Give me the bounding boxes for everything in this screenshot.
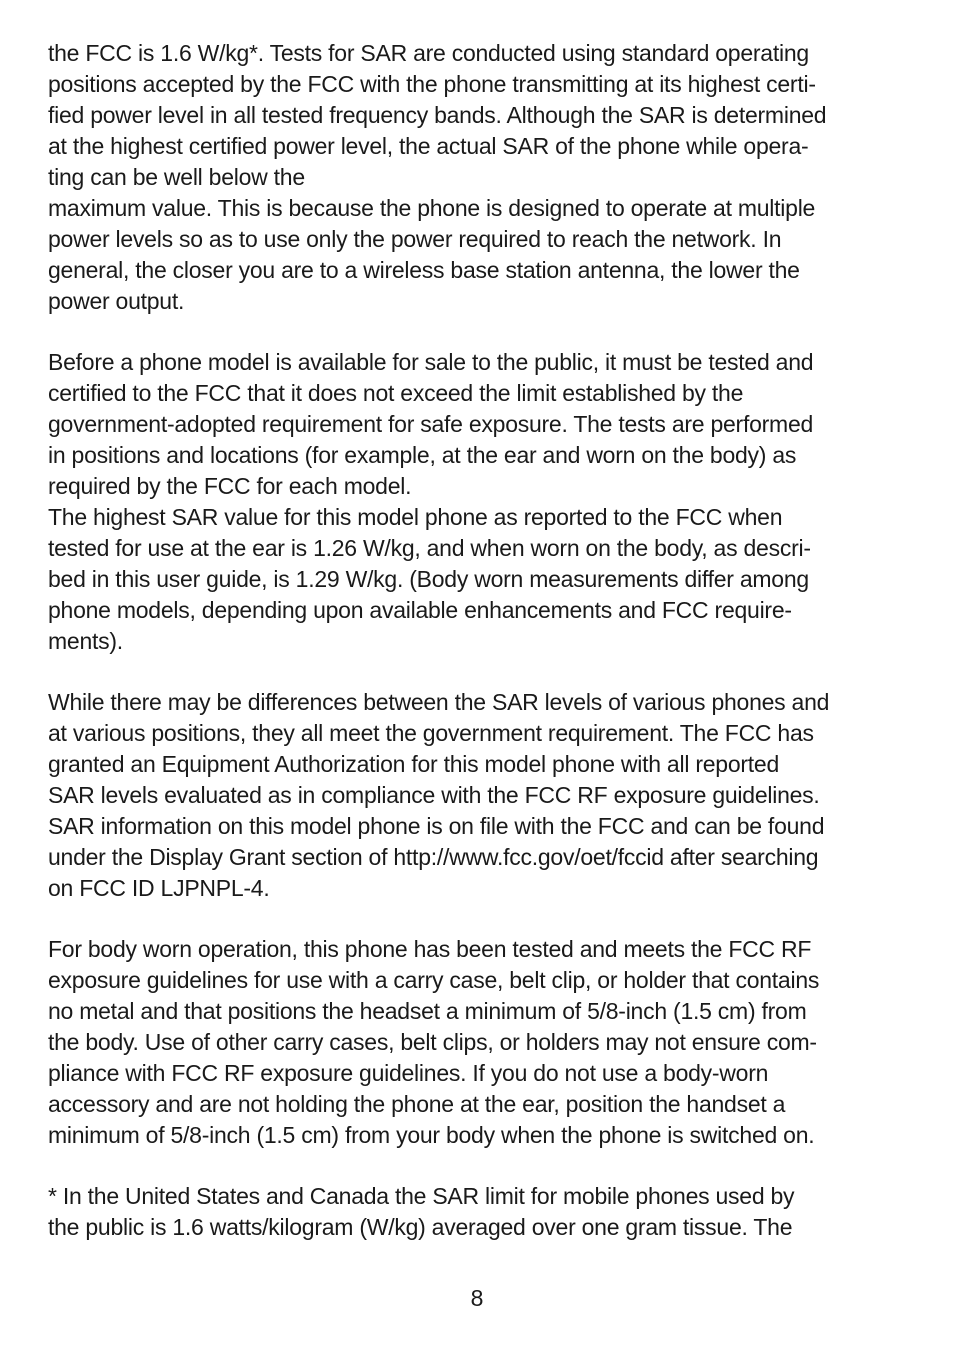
text-line: For body worn operation, this phone has been tested and meets the FCC RF [48,936,812,962]
text-line: positions accepted by the FCC with the phone transmitting at its highest certi- [48,71,816,97]
text-line: * In the United States and Canada the SAR limit for mobile phones used by [48,1183,795,1209]
text-line: on FCC ID LJPNPL-4. [48,875,270,901]
text-line: The highest SAR value for this model phone as reported to the FCC when [48,504,783,530]
text-line: under the Display Grant section of http://www.fcc.gov/oet/fccid after searching [48,844,819,870]
text-line: ting can be well below the [48,164,305,190]
text-line: power levels so as to use only the power required to reach the network. In [48,226,782,252]
text-line: SAR information on this model phone is on file with the FCC and can be found [48,813,825,839]
text-line: government-adopted requirement for safe exposure. The tests are performed [48,411,814,437]
text-line: maximum value. This is because the phone is designed to operate at multiple [48,195,816,221]
text-line: SAR levels evaluated as in compliance with the FCC RF exposure guidelines. [48,782,820,808]
text-line: exposure guidelines for use with a carry case, belt clip, or holder that contains [48,967,820,993]
text-line: tested for use at the ear is 1.26 W/kg, and when worn on the body, as descri- [48,535,811,561]
text-line: at various positions, they all meet the government requirement. The FCC has [48,720,814,746]
text-line: fied power level in all tested frequency bands. Although the SAR is determined [48,102,827,128]
text-line: granted an Equipment Authorization for this model phone with all reported [48,751,779,777]
document-body [48,38,918,1243]
text-line: ments). [48,628,123,654]
paragraph-certification [48,347,918,657]
text-line: phone models, depending upon available enhancements and FCC require- [48,597,792,623]
text-line: at the highest certified power level, the actual SAR of the phone while opera- [48,133,809,159]
footnote [48,1181,918,1243]
text-line: While there may be differences between the SAR levels of various phones and [48,689,830,715]
text-line: the public is 1.6 watts/kilogram (W/kg) averaged over one gram tissue. The [48,1214,793,1240]
text-line: Before a phone model is available for sale to the public, it must be tested and [48,349,814,375]
text-line: certified to the FCC that it does not exceed the limit established by the [48,380,744,406]
text-line: power output. [48,288,185,314]
text-line: required by the FCC for each model. [48,473,412,499]
paragraph-gap [48,317,918,347]
text-line: pliance with FCC RF exposure guidelines. If you do not use a body-worn [48,1060,769,1086]
text-line: bed in this user guide, is 1.29 W/kg. (Body worn measurements differ among [48,566,809,592]
text-line: the FCC is 1.6 W/kg*. Tests for SAR are conducted using standard operating [48,40,809,66]
paragraph-equipment-authorization [48,687,918,904]
paragraph-gap [48,657,918,687]
paragraph-sar-testing [48,38,918,317]
text-line: minimum of 5/8-inch (1.5 cm) from your body when the phone is switched on. [48,1122,815,1148]
paragraph-body-worn-operation [48,934,918,1151]
text-line: no metal and that positions the headset a minimum of 5/8-inch (1.5 cm) from [48,998,807,1024]
text-line: in positions and locations (for example, at the ear and worn on the body) as [48,442,797,468]
text-line: accessory and are not holding the phone at the ear, position the handset a [48,1091,786,1117]
text-line: general, the closer you are to a wireless base station antenna, the lower the [48,257,800,283]
text-line: the body. Use of other carry cases, belt clips, or holders may not ensure com- [48,1029,817,1055]
paragraph-gap [48,904,918,934]
paragraph-gap [48,1151,918,1181]
page-number: 8 [470,1285,484,1311]
